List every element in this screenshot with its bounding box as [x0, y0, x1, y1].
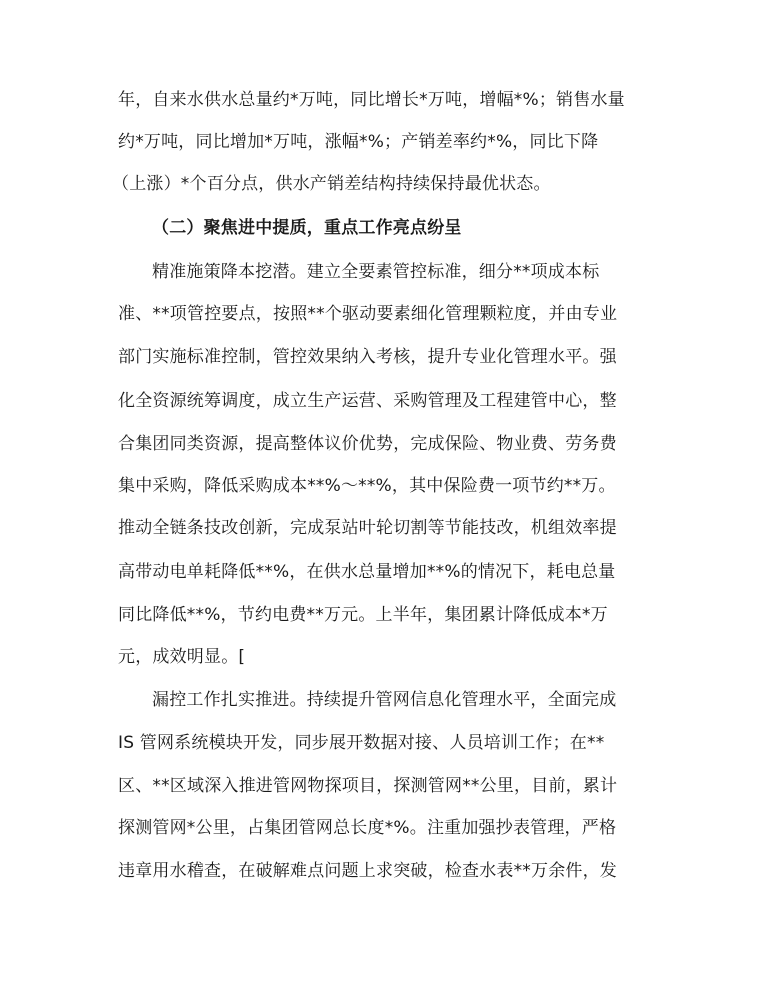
text-line-1: 年，自来水供水总量约*万吨，同比增长*万吨，增幅*%；销售水量 — [118, 90, 625, 110]
section-heading-text: （二）聚焦进中提质，重点工作亮点纷呈 — [152, 218, 462, 238]
text-line-18: 探测管网*公里，占集团管网总长度*%。注重加强抄表管理，严格 — [118, 818, 617, 838]
text-line-16: IS 管网系统模块开发，同步展开数据对接、人员培训工作；在** — [118, 733, 605, 753]
text-line-12: 高带动电单耗降低**%，在供水总量增加**%的情况下，耗电总量 — [118, 562, 616, 582]
text-line-7: 部门实施标准控制，管控效果纳入考核，提升专业化管理水平。强 — [118, 347, 617, 367]
text-line-6: 准、**项管控要点，按照**个驱动要素细化管理颗粒度，并由专业 — [118, 304, 618, 324]
text-line-3: （上涨）*个百分点，供水产销差结构持续保持最优状态。 — [112, 174, 551, 194]
text-line-17: 区、**区域深入推进管网物探项目，探测管网**公里，目前，累计 — [118, 776, 618, 796]
text-line-10: 集中采购，降低采购成本**%～**%，其中保险费一项节约**万。 — [118, 476, 616, 496]
text-line-11: 推动全链条技改创新，完成泵站叶轮切割等节能技改，机组效率提 — [118, 518, 617, 538]
text-line-13: 同比降低**%，节约电费**万元。上半年，集团累计降低成本*万 — [118, 605, 608, 625]
text-line-5: 精准施策降本挖潜。建立全要素管控标准，细分**项成本标 — [152, 262, 600, 282]
text-line-15: 漏控工作扎实推进。持续提升管网信息化管理水平，全面完成 — [152, 690, 617, 710]
text-line-8: 化全资源统筹调度，成立生产运营、采购管理及工程建管中心，整 — [118, 391, 617, 411]
text-line-19: 违章用水稽查，在破解难点问题上求突破，检查水表**万余件，发 — [118, 861, 617, 881]
text-line-2: 约*万吨，同比增加*万吨，涨幅*%；产销差率约*%，同比下降 — [118, 132, 599, 152]
text-line-9: 合集团同类资源，提高整体议价优势，完成保险、物业费、劳务费 — [118, 434, 617, 454]
text-line-14: 元，成效明显。[ — [118, 647, 246, 667]
